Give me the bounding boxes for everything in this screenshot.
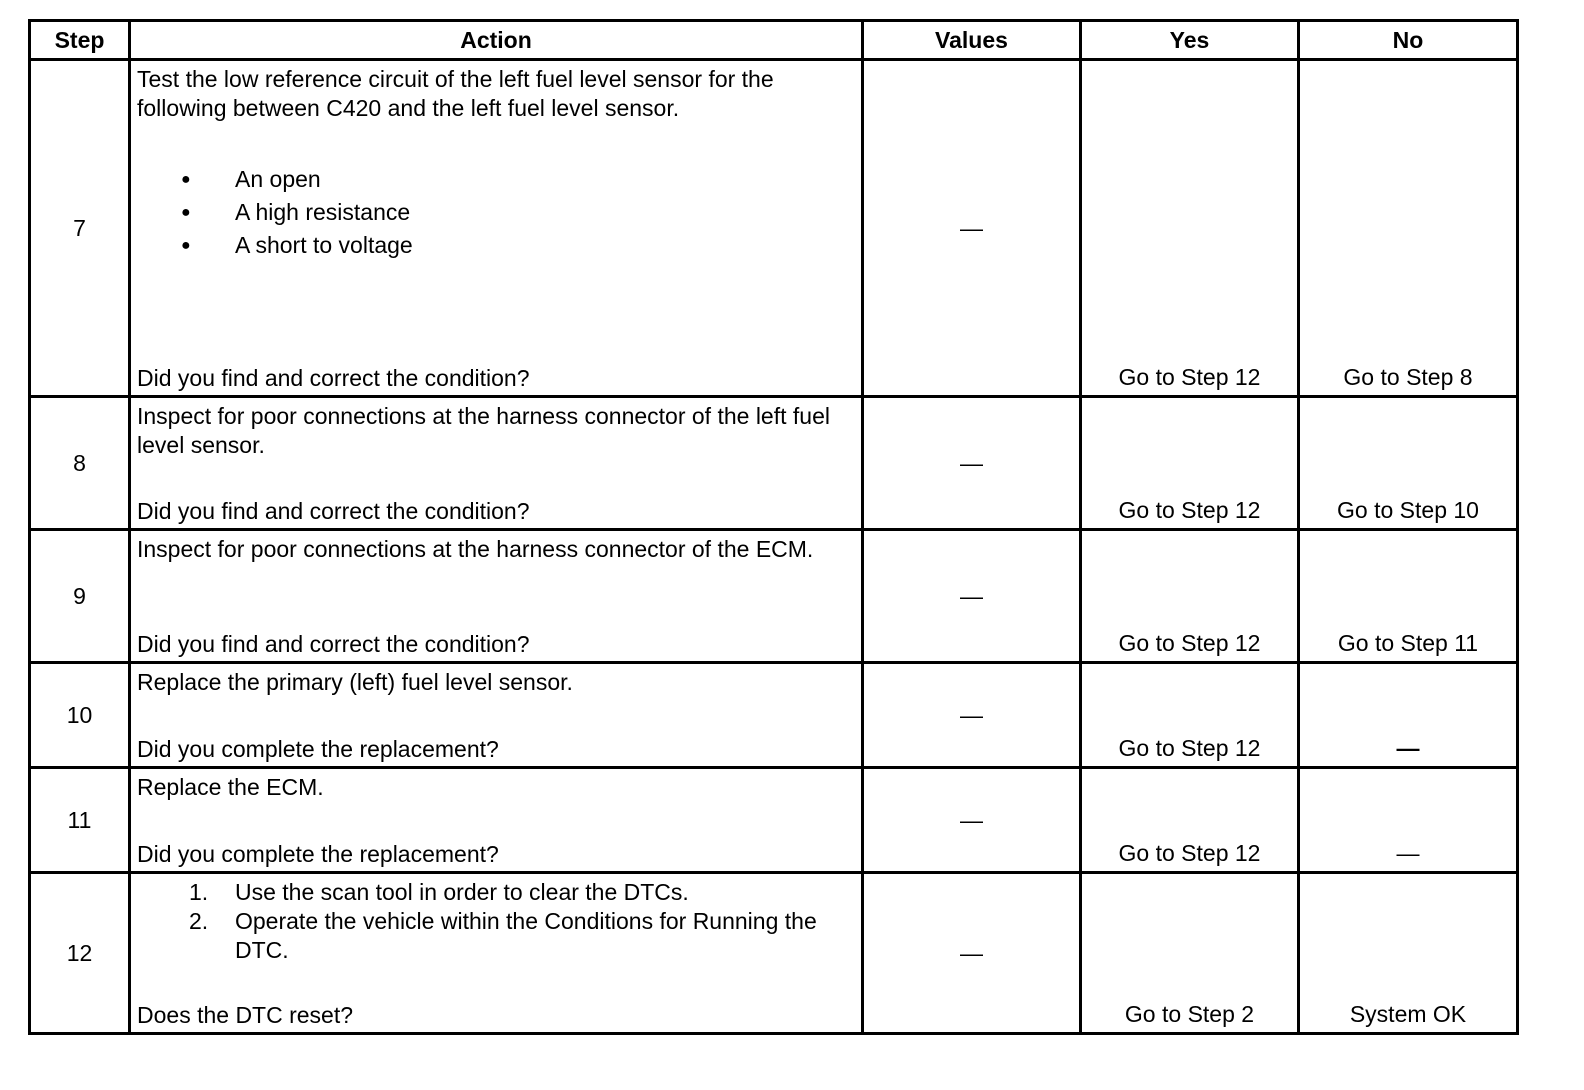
step-number: 10 xyxy=(30,663,130,768)
yes-link[interactable]: Go to Step 12 xyxy=(1118,497,1261,523)
yes-cell xyxy=(1081,397,1299,530)
list-number: 2. xyxy=(189,908,209,934)
step-number: 7 xyxy=(30,60,130,397)
action-text: Replace the ECM. xyxy=(137,774,324,800)
action-text: Replace the primary (left) fuel level sensor. xyxy=(137,669,573,695)
no-cell xyxy=(1299,873,1518,1034)
table-row xyxy=(30,663,1518,768)
action-cell xyxy=(130,530,863,663)
yes-cell xyxy=(1081,530,1299,663)
header-yes: Yes xyxy=(1081,21,1299,60)
bullet-list xyxy=(137,163,855,262)
action-question: Does the DTC reset? xyxy=(137,1002,354,1028)
yes-cell xyxy=(1081,60,1299,397)
numbered-list xyxy=(137,878,855,965)
no-link[interactable]: Go to Step 10 xyxy=(1337,497,1479,523)
step-number: 9 xyxy=(30,530,130,663)
values-cell: — xyxy=(863,873,1081,1034)
action-question: Did you find and correct the condition? xyxy=(137,365,530,391)
header-no: No xyxy=(1299,21,1518,60)
yes-cell xyxy=(1081,663,1299,768)
table-row xyxy=(30,397,1518,530)
action-question: Did you complete the replacement? xyxy=(137,736,499,762)
action-text: Inspect for poor connections at the harness connector of the left fuel level sensor. xyxy=(137,403,830,458)
step-number: 12 xyxy=(30,873,130,1034)
values-cell: — xyxy=(863,60,1081,397)
yes-link[interactable]: Go to Step 12 xyxy=(1118,735,1261,761)
yes-link[interactable]: Go to Step 12 xyxy=(1118,364,1261,390)
list-item xyxy=(137,907,855,965)
action-cell xyxy=(130,397,863,530)
step-number: 8 xyxy=(30,397,130,530)
no-value: — xyxy=(1396,735,1420,761)
no-cell xyxy=(1299,530,1518,663)
action-cell xyxy=(130,873,863,1034)
header-row xyxy=(30,21,1518,60)
header-values: Values xyxy=(863,21,1081,60)
values-cell: — xyxy=(863,768,1081,873)
header-action: Action xyxy=(130,21,863,60)
yes-link[interactable]: Go to Step 2 xyxy=(1124,1001,1255,1027)
action-cell xyxy=(130,768,863,873)
list-text: Operate the vehicle within the Conditions for Running the DTC. xyxy=(235,908,817,963)
action-text: Test the low reference circuit of the left fuel level sensor for the following between C420 and the left fuel level sensor. xyxy=(137,66,774,121)
header-step: Step xyxy=(30,21,130,60)
values-cell: — xyxy=(863,530,1081,663)
no-value: — xyxy=(1396,840,1420,866)
no-cell xyxy=(1299,397,1518,530)
diagnostic-table xyxy=(28,19,1519,1035)
list-item xyxy=(137,878,855,907)
action-question: Did you find and correct the condition? xyxy=(137,631,530,657)
list-item: ● A high resistance xyxy=(181,196,855,229)
yes-cell xyxy=(1081,768,1299,873)
no-cell xyxy=(1299,663,1518,768)
table-row xyxy=(30,873,1518,1034)
yes-link[interactable]: Go to Step 12 xyxy=(1118,840,1261,866)
list-number: 1. xyxy=(189,879,209,905)
no-cell xyxy=(1299,768,1518,873)
table-row xyxy=(30,530,1518,663)
table-row xyxy=(30,768,1518,873)
no-cell xyxy=(1299,60,1518,397)
list-item: ● A short to voltage xyxy=(181,229,855,262)
action-cell xyxy=(130,60,863,397)
no-value: System OK xyxy=(1349,1001,1467,1027)
yes-link[interactable]: Go to Step 12 xyxy=(1118,630,1261,656)
action-text: Inspect for poor connections at the harness connector of the ECM. xyxy=(137,536,814,562)
no-link[interactable]: Go to Step 8 xyxy=(1343,364,1473,390)
action-question: Did you complete the replacement? xyxy=(137,841,499,867)
step-number: 11 xyxy=(30,768,130,873)
no-link[interactable]: Go to Step 11 xyxy=(1337,630,1479,656)
table-row xyxy=(30,60,1518,397)
list-item: ● An open xyxy=(181,163,855,196)
values-cell: — xyxy=(863,397,1081,530)
list-text: Use the scan tool in order to clear the DTCs. xyxy=(235,879,689,905)
action-question: Did you find and correct the condition? xyxy=(137,498,530,524)
yes-cell xyxy=(1081,873,1299,1034)
values-cell: — xyxy=(863,663,1081,768)
action-cell xyxy=(130,663,863,768)
